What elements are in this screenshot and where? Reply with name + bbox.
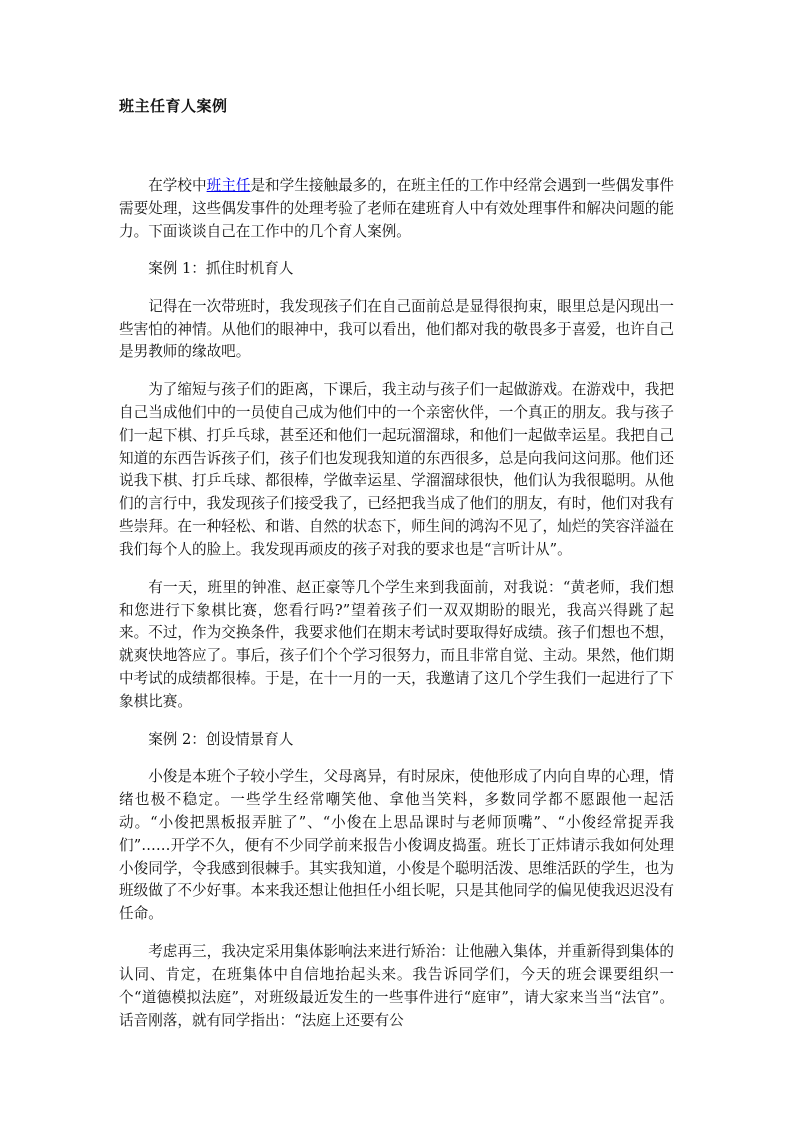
document-title: 班主任育人案例 <box>119 97 228 115</box>
case2-heading: 案例 2：创设情景育人 <box>148 730 294 748</box>
case2-paragraph-1: 小俊是本班个子较小学生，父母离异，有时尿床，使他形成了内向自卑的心理，情绪也极不稳定。一些学生经常嘲笑他、拿他当笑料，多数同学都不愿跟他一起活动。“小俊把黑板报弄脏了”、“小俊在上思品课时与老师顶嘴”、“小俊经常捉弄我们”……开学不久，便有不少同学前来报告小俊调皮捣蛋。班长丁正炜请示我如何处理小俊同学，令我感到很棘手。其实我知道，小俊是个聪明活泼、思维活跃的学生，也为班级做了不少好事。本来我还想让他担任小组长呢，只是其他同学的偏见使我迟迟没有任命。 <box>119 767 674 923</box>
intro-text-after: 是和学生接触最多的，在班主任的工作中经常会遇到一些偶发事件需要处理，这些偶发事件的处理考验了老师在建班育人中有效处理事件和解决问题的能力。下面谈谈自己在工作中的几个育人案例。 <box>119 177 674 240</box>
document-body <box>119 175 674 1047</box>
case1-paragraph-2: 为了缩短与孩子们的距离，下课后，我主动与孩子们一起做游戏。在游戏中，我把自己当成他们中的一员使自己成为他们中的一个亲密伙伴，一个真正的朋友。我与孩子们一起下棋、打乒乓球，甚至还和他们一起玩溜溜球，和他们一起做幸运星。我把自己知道的东西告诉孩子们，孩子们也发现我知道的东西很多，总是向我问这问那。他们还说我下棋、打乒乓球、都很棒，学做幸运星、学溜溜球很快，他们认为我很聪明。从他们的言行中，我发现孩子们接受我了，已经把我当成了他们的朋友，有时，他们对我有些崇拜。在一种轻松、和谐、自然的状态下，师生间的鸿沟不见了，灿烂的笑容洋溢在我们每个人的脸上。我发现再顽皮的孩子对我的要求也是“言听计从”。 <box>119 380 674 559</box>
case1-heading: 案例 1：抓住时机育人 <box>148 260 294 278</box>
case2-paragraph-2: 考虑再三，我决定采用集体影响法来进行矫治：让他融入集体，并重新得到集体的认同、肯定，在班集体中自信地抬起头来。我告诉同学们，今天的班会课要组织一个“道德模拟法庭”，对班级最近发生的一些事件进行“庭审”，请大家来当当“法官”。话音刚落，就有同学指出：“法庭上还要有公 <box>119 942 674 1029</box>
case1-paragraph-3: 有一天，班里的钟准、赵正豪等几个学生来到我面前，对我说：“黄老师，我们想和您进行下象棋比赛，您看行吗?”望着孩子们一双双期盼的眼光，我高兴得跳了起来。不过，作为交换条件，我要求他们在期末考试时要取得好成绩。孩子们想也不想，就爽快地答应了。事后，孩子们个个学习很努力，而且非常自觉、主动。果然，他们期中考试的成绩都很棒。于是，在十一月的一天，我邀请了这几个学生我们一起进行了下象棋比赛。 <box>119 578 674 711</box>
intro-paragraph <box>119 175 674 244</box>
intro-text-before: 在学校中 <box>148 177 207 194</box>
banzhuren-link[interactable]: 班主任 <box>206 177 251 194</box>
case1-paragraph-1: 记得在一次带班时，我发现孩子们在自己面前总是显得很拘束，眼里总是闪现出一些害怕的神情。从他们的眼神中，我可以看出，他们都对我的敬畏多于喜爱，也许自己是男教师的缘故吧。 <box>119 297 674 361</box>
